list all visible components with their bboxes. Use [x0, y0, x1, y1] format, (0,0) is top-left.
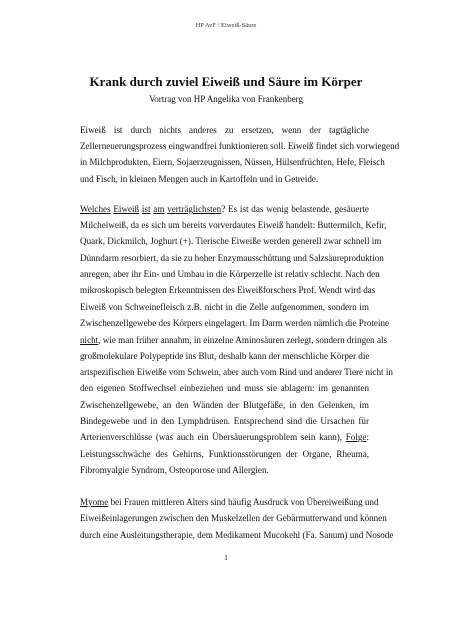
underlined-word: Myome [80, 497, 109, 507]
text-line: Milcheiweiß, da es sich um bereits vorverdautes Eiweiß handelt: Buttermilch, Kefir, [80, 220, 387, 230]
document-title: Krank durch zuviel Eiweiß und Säure im Körper [89, 74, 363, 89]
text-line: Bindegewebe und in den Lymphdrüsen. Entsprechend sind die Ursachen für [80, 416, 369, 426]
text-line: anregen, aber ihr Ein- und Umbau in die Körperzelle ist relativ schlecht. Nach den [80, 269, 380, 279]
underlined-word: verträglichsten [167, 204, 222, 214]
underlined-word: am [153, 204, 165, 214]
text-line: Eiweißeinlagerungen zwischen den Muskelzellen der Gebärmutterwand und können [80, 513, 387, 523]
page-number: 1 [224, 553, 228, 562]
text-line: Eiweiß von Schweinefleisch z.B. nicht in die Zelle aufgenommen, sondern im [80, 302, 369, 312]
text-line: den eigenen Stoffwechsel einbeziehen und muss sie ablagern: im genannten [80, 383, 369, 393]
text-line: Dünndarm resorbiert, da sie zu hoher Enzymausschüttung und Salzsäureproduktion [80, 253, 384, 263]
text-line: nicht, wie man früher annahm, in einzelne Aminosäuren zerlegt, sondern dringen als [80, 335, 388, 345]
text-line: Zwischenzellgewebe, an den Wänden der Blutgefäße, in den Gelenken, im [80, 400, 369, 410]
text-line: mikroskopisch belegten Erkenntnissen des Eiweißforschers Prof. Wendt wird das [80, 285, 376, 295]
text-line: Zellerneuerungsprozess eingwandfrei funktionieren soll. Eiweiß findet sich vorwiegend [80, 141, 400, 151]
underlined-word: Eiweiß [113, 204, 140, 214]
document-subtitle: Vortrag von HP Angelika von Frankenberg [148, 94, 304, 104]
text-line: durch eine Ausleitungstherapie, dem Medikament Mucokehl (Fa. Sanum) und Nosode [80, 530, 394, 540]
running-header: HP AvF / Eiweiß-Säure [195, 22, 257, 29]
text-line: Quark, Dickmilch, Joghurt (+). Tierische Eiweiße werden generell zwar schnell im [80, 236, 382, 246]
text-line: Fibromyalgie Syndrom, Osteoporose und Allergien. [80, 465, 269, 475]
text-line: Arterienverschlüsse (was auch ein Übersäuerungsproblem sein kann), Folge: [80, 432, 369, 442]
text-line: großmolekulare Polypeptide ins Blut, deshalb kann der menschliche Körper die [80, 351, 370, 361]
text-line: Myome bei Frauen mittleren Alters sind häufig Ausdruck von Übereiweißung und [80, 497, 379, 507]
text-line: artspezifischen Eiweiße vom Schwein, aber auch vom Rind und anderer Tiere nicht in [80, 367, 393, 377]
text-line: Zwischenzellgewebe des Körpers eingelagert. Im Darm werden nämlich die Proteine [80, 318, 390, 328]
text-line: Leistungsschwäche des Gehirns, Funktionsstörungen der Organe, Rheuma, [80, 449, 369, 459]
text-line: und Fisch, in kleinen Mengen auch in Kartoffeln und in Getreide. [80, 174, 319, 184]
underlined-word: Folge [345, 432, 367, 442]
text-line: Welches Eiweiß ist am verträglichsten? Es ist das wenig belastende, gesäuerte [80, 204, 369, 214]
text-line: Eiweiß ist durch nichts anderes zu ersetzen, wenn der tagtägliche [80, 125, 369, 135]
underlined-word: ist [141, 204, 151, 214]
underlined-word: nicht [80, 335, 99, 345]
text-line: in Milchprodukten, Eiern, Sojaerzeugnissen, Nüssen, Hülsenfrüchten, Hefe, Fleisch [80, 157, 385, 167]
underlined-word: Welches [80, 204, 111, 214]
